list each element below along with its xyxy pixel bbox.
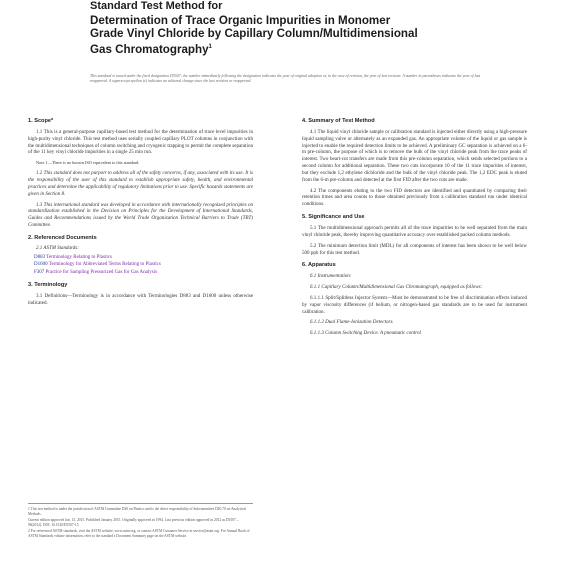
- title-line-2: Determination of Trace Organic Impurities in Monomer: [90, 13, 391, 27]
- significance-paragraph-2: 5.2 The minimum detection limit (MDL) for all components of interest has been shown to be well below 500 ppb for this test method.: [302, 242, 527, 256]
- reference-code[interactable]: F307: [34, 269, 45, 275]
- apparatus-line-1: 6.1 Instrumentation:: [310, 273, 352, 280]
- apparatus-line-4: 6.1.1.2 Dual Flame-Ionization Detectors.: [310, 319, 394, 326]
- reference-title[interactable]: Terminology for Abbreviated Terms Relating to Plastics: [48, 262, 161, 268]
- terminology-paragraph-1: 3.1 Definitions—Terminology is in accordance with Terminologies D883 and D1600 unless otherwise indicated.: [28, 293, 253, 307]
- title-footnote-mark: 1: [208, 43, 212, 50]
- title-line-3: Grade Vinyl Chloride by Capillary Column/Multidimensional: [90, 27, 418, 40]
- footnote-2: Current edition approved Jan. 15, 2015. Published January 2015. Originally approved in 1994. Last previous edition approved in 2012 as D5507 – 98(2012). DOI: 10.1520/D5507-15.: [28, 517, 239, 527]
- scope-heading: 1. Scope*: [28, 118, 54, 124]
- right-column: [302, 118, 527, 341]
- scope-paragraph-3: 1.3 This international standard was developed in accordance with internationally recognized principles on standardization established in the Decision on Principles for the Development of International Standards, Guides and Recommendations issued by the World Trade Organization Technical Barriers to Trade (TBT) Committee.: [28, 201, 253, 229]
- title-line-4: [90, 41, 490, 56]
- referenced-documents-heading: 2. Referenced Documents: [28, 234, 97, 241]
- reference-item[interactable]: [36, 255, 253, 262]
- title-line-1: Standard Test Method for: [90, 0, 223, 12]
- summary-heading: 4. Summary of Test Method: [302, 118, 375, 124]
- left-column: [28, 118, 253, 311]
- reference-item[interactable]: [36, 262, 253, 269]
- apparatus-line-3: 6.1.1.1 Split/Splitless Injector System—Must be demonstrated to be free of discrimination effects induced by vapor viscosity differences (if helium, or nitrogen-based gas standards are to be used for instrument calibration.: [302, 294, 527, 315]
- apparatus-line-5: 6.1.1.3 Column Switching Device. A pneumatic control: [310, 330, 421, 337]
- terminology-heading: 3. Terminology: [28, 282, 68, 289]
- significance-heading: 5. Significance and Use: [302, 214, 365, 221]
- title-line-4-text: Gas Chromatography: [90, 42, 209, 56]
- reference-title[interactable]: Terminology Relating to Plastics: [46, 254, 112, 260]
- apparatus-heading: 6. Apparatus: [302, 262, 336, 269]
- significance-paragraph-1: 5.1 The multidimensional approach permits all of the trace impurities to be well separated from the main vinyl chloride peak, thereby improving quantitative accuracy over established packed column methods.: [302, 224, 527, 238]
- footnotes: [28, 503, 253, 539]
- reference-code[interactable]: D883: [34, 254, 46, 260]
- document-title-block: [90, 0, 490, 56]
- reference-item[interactable]: [36, 270, 253, 277]
- footnote-3: 2 For referenced ASTM standards, visit the ASTM website, www.astm.org, or contact ASTM Customer Service at service@astm.org. For Annual Book of ASTM Standards volume information, refer to the standard's Document Summary page on the ASTM website.: [28, 528, 250, 538]
- summary-paragraph-1: 4.1 The liquid vinyl chloride sample or calibration standard is injected either directly using a high-pressure liquid sampling valve or alternately as an expanded gas. An appropriate volume of the liquid or gas sample is injected to enable the required detection limits to be achieved. A preliminary GC separation is achieved on a 6-m pre-column, the purpose of which is to remove the bulk of the vinyl chloride peak from the trace peaks of interest. Two heart-cut transfers are made from this pre-column separation, which sends selected portions to a second column for additional separation. These two cuts incorporate 10 of the 11 trace impurities of interest, but they exclude 1,2 ethylene dichloride and the bulk of the vinyl chloride peak. The 1,2 EDC peak is eluted from the 6-m pre-column and detected at the first FID after the two cuts are made.: [302, 128, 527, 183]
- scope-paragraph-1: 1.1 This is a general-purpose capillary-based test method for the determination of trace level impurities in high-purity vinyl chloride. This test method uses serially coupled capillary PLOT columns in conjunction with the multidimensional techniques of column switching and cryogenic trapping to permit the complete separation of the 11 key vinyl chloride impurities in a single 25 min run.: [28, 128, 253, 156]
- footnote-1: 1 This test method is under the jurisdiction of ASTM Committee D20 on Plastics and is the direct responsibility of Subcommittee D20.70 on Analytical Methods.: [28, 507, 246, 516]
- summary-paragraph-2: 4.2 The components eluting to the two FID detectors are identified and quantitated by comparing their retention times and area counts to those obtained previously from a calibration standard run under identical conditions.: [302, 187, 527, 208]
- designation-notice: This standard is issued under the fixed designation D5507; the number immediately following the designation indicates the year of original adoption or, in the case of revision, the year of last revision. A number in parentheses indicates the year of last reapproval. A superscript epsilon (ε) indicates an editorial change since the last revision or reapproval.: [90, 74, 481, 84]
- reference-title[interactable]: Practice for Sampling Pressurized Gas for Gas Analysis: [45, 269, 158, 275]
- scope-note: Note 1—There is no known ISO equivalent to this standard.: [36, 160, 140, 166]
- apparatus-line-2: 6.1.1 Capillary Column/Multidimensional Gas Chromatograph, equipped as follows:: [310, 284, 483, 291]
- astm-standards-heading: 2.1 ASTM Standards:: [36, 245, 79, 251]
- scope-paragraph-2: 1.2 This standard does not purport to address all of the safety concerns, if any, associated with its use. It is the responsibility of the user of this standard to establish appropriate safety, health, and environmental practices and determine the applicability of regulatory limitations prior to use. Specific hazards statements are given in Section 8.: [28, 170, 253, 197]
- reference-code[interactable]: D1600: [34, 262, 48, 268]
